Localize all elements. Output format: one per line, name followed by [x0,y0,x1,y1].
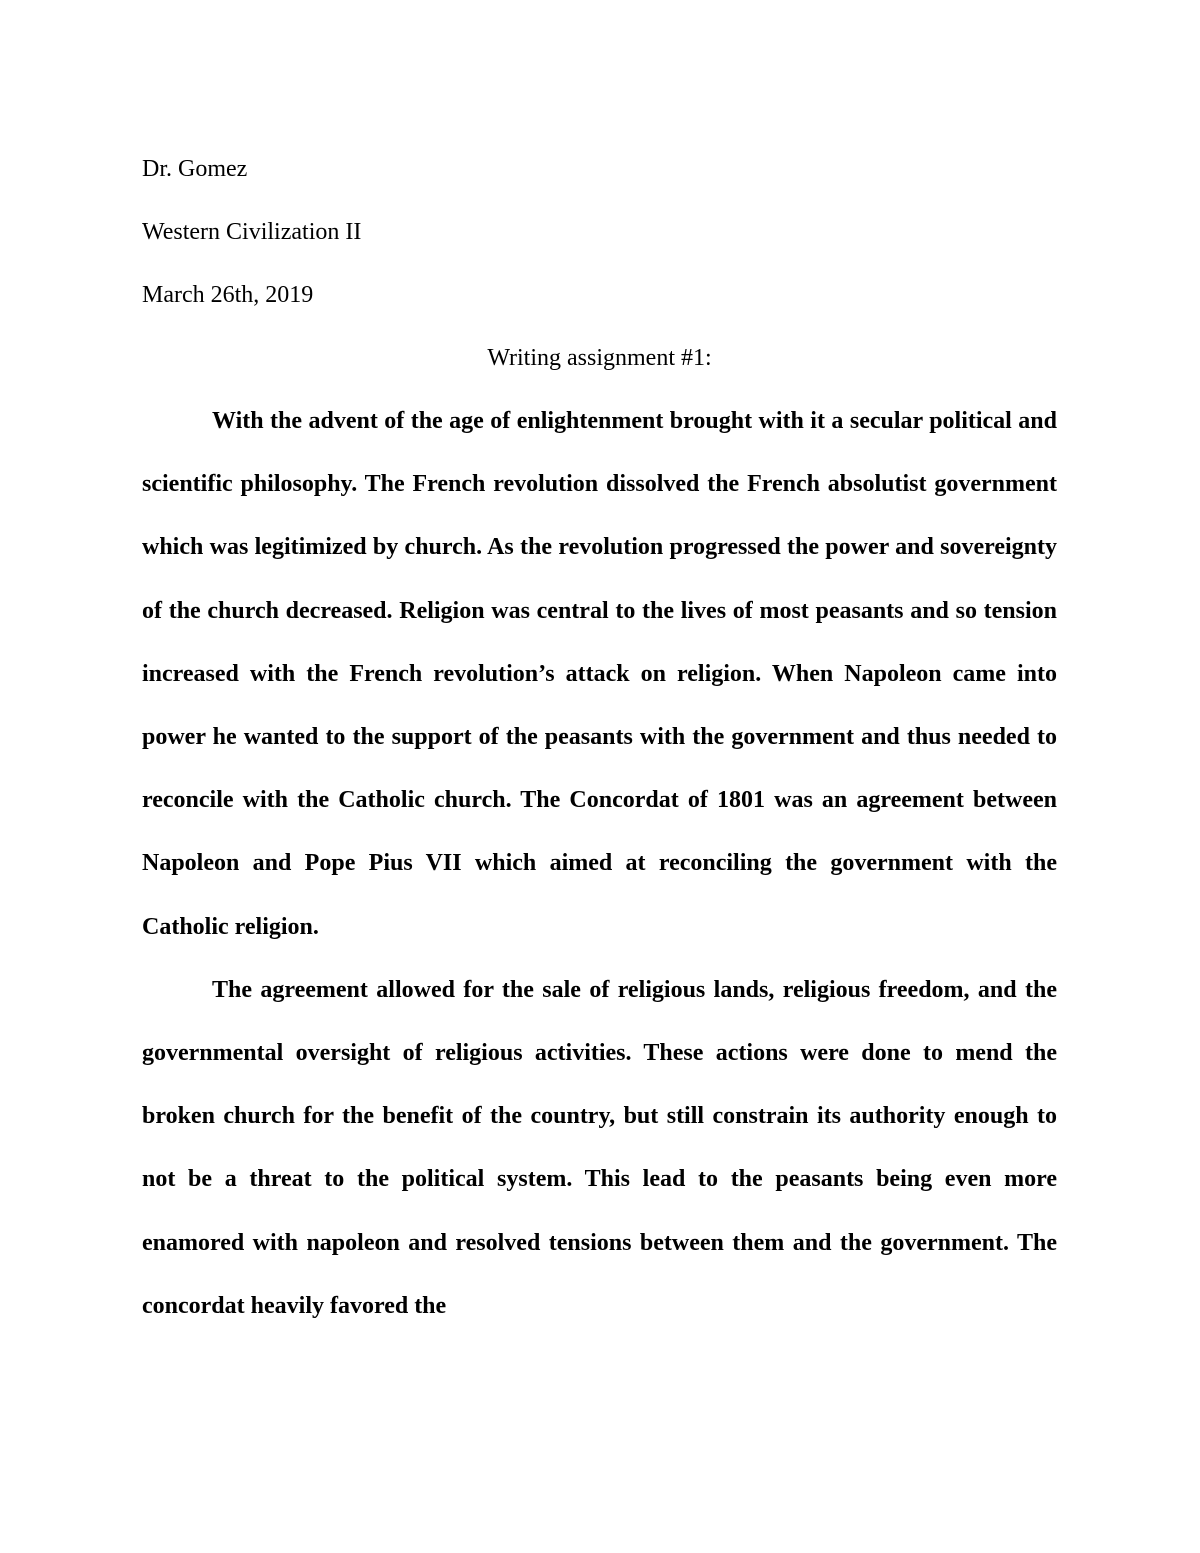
course-name: Western Civilization II [142,219,362,245]
paragraph-1: With the advent of the age of enlightenment brought with it a secular political and scientific philosophy. The French revolution dissolved the French absolutist government which was legitimized by church. As the revolution progressed the power and sovereignty of the church decreased. Religion was central to the lives of most peasants and so tension increased with the French revolution’s attack on religion. When Napoleon came into power he wanted to the support of the peasants with the government and thus needed to reconcile with the Catholic church. The Concordat of 1801 was an agreement between Napoleon and Pope Pius VII which aimed at reconciling the government with the Catholic religion. [142,408,1057,940]
paragraph-2: The agreement allowed for the sale of religious lands, religious freedom, and the governmental oversight of religious activities. These actions were done to mend the broken church for the benefit of the country, but still constrain its authority enough to not be a threat to the political system. This lead to the peasants being even more enamored with napoleon and resolved tensions between them and the government. The concordat heavily favored the [142,976,1057,1319]
assignment-date: March 26th, 2019 [142,282,314,308]
instructor-name: Dr. Gomez [142,156,248,182]
document-title: Writing assignment #1: [487,345,712,371]
document-body [142,138,1057,1338]
